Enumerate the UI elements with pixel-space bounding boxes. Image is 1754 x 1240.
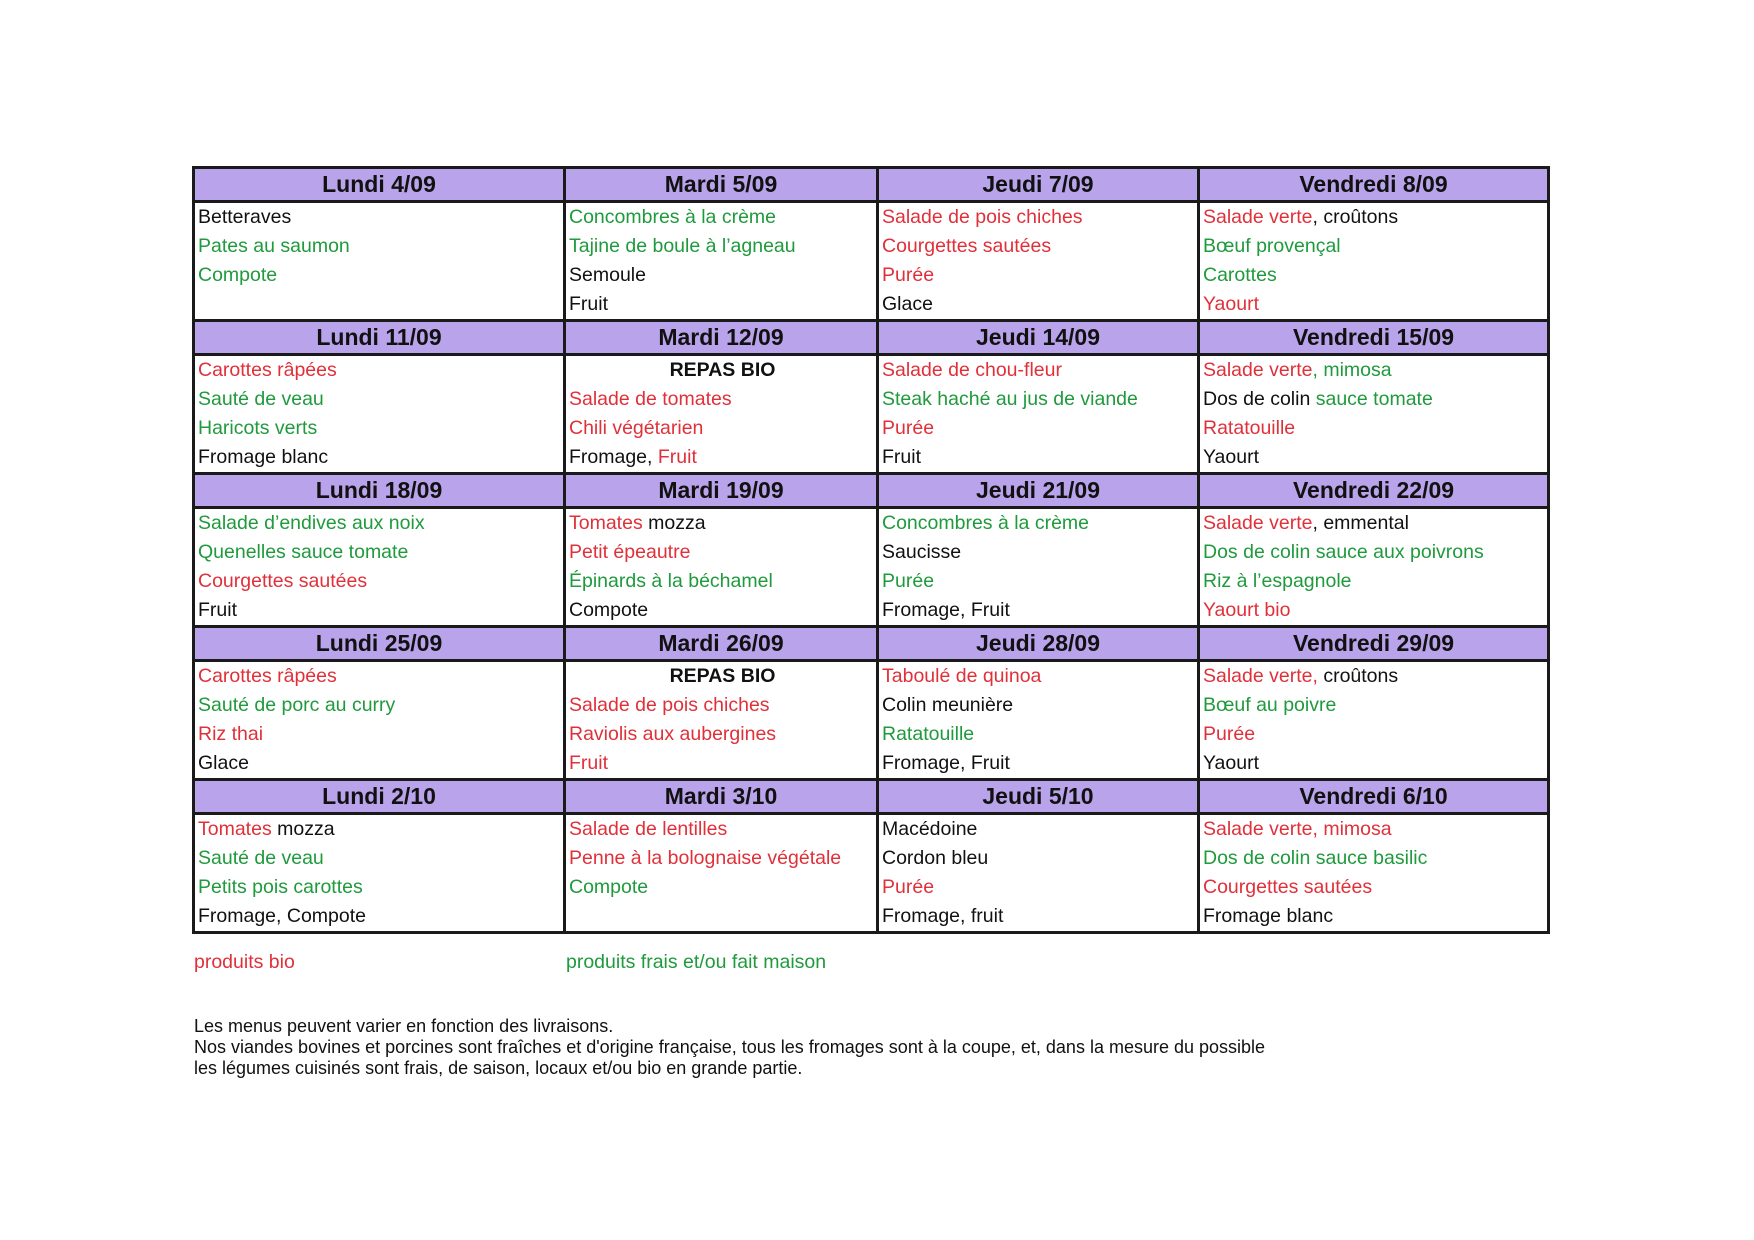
menu-item xyxy=(569,538,876,567)
menu-item-text: Fruit xyxy=(198,599,237,621)
legend-frais: produits frais et/ou fait maison xyxy=(566,951,827,973)
day-header: Vendredi 15/09 xyxy=(1199,321,1549,355)
menu-item-text: Fromage blanc xyxy=(1203,905,1334,927)
note-line: les légumes cuisinés sont frais, de saison, locaux et/ou bio en grande partie. xyxy=(194,1058,803,1078)
menu-item xyxy=(198,844,563,873)
menu-item-text: Fromage, xyxy=(569,446,658,468)
menu-item-text: Quenelles sauce tomate xyxy=(198,541,409,563)
day-menu xyxy=(878,355,1199,474)
menu-item-text: Courgettes sautées xyxy=(198,570,368,592)
menu-item xyxy=(882,232,1197,261)
day-header: Mardi 5/09 xyxy=(565,168,878,202)
menu-item xyxy=(882,815,1197,844)
menu-item-text: Yaourt xyxy=(1203,293,1260,315)
week-header-row xyxy=(194,627,1549,661)
day-menu xyxy=(565,508,878,627)
day-header: Lundi 25/09 xyxy=(194,627,565,661)
menu-item-text: Purée xyxy=(882,417,935,439)
menu-item-text: Haricots verts xyxy=(198,417,318,439)
menu-item xyxy=(198,538,563,567)
menu-item xyxy=(198,873,563,902)
menu-item-text: Saucisse xyxy=(882,541,962,563)
menu-item-text: Fromage blanc xyxy=(198,446,329,468)
menu-item xyxy=(198,414,563,443)
day-menu xyxy=(1199,355,1549,474)
menu-item xyxy=(882,749,1197,778)
week-header-row xyxy=(194,780,1549,814)
day-header: Vendredi 6/10 xyxy=(1199,780,1549,814)
menu-item-text: Purée xyxy=(882,264,935,286)
menu-item xyxy=(1203,749,1547,778)
menu-item-text: Petit épeautre xyxy=(569,541,691,563)
day-menu xyxy=(1199,814,1549,933)
menu-item-text: sauce tomate xyxy=(1315,388,1433,410)
day-header: Lundi 4/09 xyxy=(194,168,565,202)
menu-item xyxy=(198,567,563,596)
menu-item-text: Raviolis aux aubergines xyxy=(569,723,777,745)
day-menu xyxy=(565,661,878,780)
menu-item-text: Salade verte xyxy=(1203,359,1313,381)
menu-item xyxy=(1203,356,1547,385)
notes xyxy=(194,1016,1265,1079)
menu-item xyxy=(882,691,1197,720)
menu-item xyxy=(882,873,1197,902)
day-header: Mardi 19/09 xyxy=(565,474,878,508)
menu-item-text: Glace xyxy=(198,752,249,774)
menu-item-text: , mimosa xyxy=(1312,359,1392,381)
day-header: Mardi 3/10 xyxy=(565,780,878,814)
menu-item xyxy=(569,385,876,414)
menu-item xyxy=(569,567,876,596)
menu-item-text: Purée xyxy=(1203,723,1256,745)
day-menu xyxy=(194,355,565,474)
menu-item xyxy=(1203,385,1547,414)
menu-item xyxy=(1203,844,1547,873)
menu-item-text: Dos de colin xyxy=(1203,388,1316,410)
day-header: Jeudi 21/09 xyxy=(878,474,1199,508)
menu-item xyxy=(1203,902,1547,931)
menu-item-text: Pates au saumon xyxy=(198,235,350,257)
menu-item-text: Épinards à la béchamel xyxy=(569,570,773,592)
menu-item xyxy=(882,290,1197,319)
menu-item xyxy=(882,385,1197,414)
menu-table-body xyxy=(194,168,1549,933)
menu-item-text: Concombres à la crème xyxy=(569,206,776,228)
menu-item xyxy=(198,691,563,720)
menu-item-text: Carottes râpées xyxy=(198,359,337,381)
menu-item-text: mozza xyxy=(271,818,335,840)
menu-item-text: Salade verte, mimosa xyxy=(1203,818,1392,840)
menu-item-text: Salade de tomates xyxy=(569,388,732,410)
menu-item-text: Chili végétarien xyxy=(569,417,704,439)
menu-item xyxy=(569,356,876,385)
menu-item-text: Salade de lentilles xyxy=(569,818,728,840)
menu-item xyxy=(1203,414,1547,443)
menu-item xyxy=(569,873,876,902)
menu-item-text: Semoule xyxy=(569,264,646,286)
day-menu xyxy=(1199,508,1549,627)
menu-item xyxy=(882,902,1197,931)
menu-item xyxy=(198,203,563,232)
day-menu xyxy=(194,508,565,627)
week-menu-row xyxy=(194,508,1549,627)
menu-item xyxy=(569,290,876,319)
menu-item xyxy=(198,232,563,261)
day-header: Vendredi 8/09 xyxy=(1199,168,1549,202)
week-menu-row xyxy=(194,355,1549,474)
menu-item-text: Fromage, fruit xyxy=(882,905,1004,927)
day-menu xyxy=(878,202,1199,321)
menu-item-text: Ratatouille xyxy=(882,723,975,745)
menu-item-text: Colin meunière xyxy=(882,694,1014,716)
menu-item xyxy=(198,443,563,472)
menu-item-text: Steak haché au jus de viande xyxy=(882,388,1138,410)
week-menu-row xyxy=(194,661,1549,780)
menu-item-text: Tomates xyxy=(569,512,643,534)
menu-item-text: Fruit xyxy=(569,293,608,315)
menu-item-text: Fromage, Compote xyxy=(198,905,366,927)
menu-item-text: Cordon bleu xyxy=(882,847,989,869)
menu-item-text: Salade de pois chiches xyxy=(882,206,1083,228)
menu-item xyxy=(569,443,876,472)
menu-item-text: Tomates xyxy=(198,818,272,840)
menu-item-text: Dos de colin sauce aux poivrons xyxy=(1203,541,1484,563)
menu-item-text: Yaourt bio xyxy=(1203,599,1291,621)
menu-item xyxy=(569,203,876,232)
menu-item xyxy=(1203,662,1547,691)
menu-item xyxy=(198,385,563,414)
day-header: Lundi 11/09 xyxy=(194,321,565,355)
menu-item xyxy=(198,662,563,691)
day-menu xyxy=(565,202,878,321)
menu-item-text: Purée xyxy=(882,876,935,898)
day-menu xyxy=(1199,202,1549,321)
menu-item-text: Salade d’endives aux noix xyxy=(198,512,425,534)
menu-item xyxy=(569,844,876,873)
menu-item-text: Compote xyxy=(569,876,649,898)
menu-item xyxy=(1203,261,1547,290)
menu-item xyxy=(1203,873,1547,902)
day-menu xyxy=(565,355,878,474)
menu-item-text: , emmental xyxy=(1312,512,1409,534)
note-line: Les menus peuvent varier en fonction des livraisons. xyxy=(194,1016,614,1036)
menu-item-text: Glace xyxy=(882,293,933,315)
day-menu xyxy=(1199,661,1549,780)
menu-item xyxy=(198,815,563,844)
menu-item-text: Bœuf au poivre xyxy=(1203,694,1337,716)
menu-item xyxy=(198,902,563,931)
menu-item-text: Fromage, Fruit xyxy=(882,752,1010,774)
menu-item-text: Purée xyxy=(882,570,935,592)
menu-item xyxy=(882,356,1197,385)
menu-item-text: Carottes râpées xyxy=(198,665,337,687)
menu-item-text: Yaourt xyxy=(1203,752,1260,774)
menu-item-text: Sauté de veau xyxy=(198,388,324,410)
menu-item xyxy=(198,261,563,290)
day-header: Jeudi 5/10 xyxy=(878,780,1199,814)
menu-item-text: Sauté de porc au curry xyxy=(198,694,396,716)
day-header: Jeudi 14/09 xyxy=(878,321,1199,355)
menu-item-text: Courgettes sautées xyxy=(1203,876,1373,898)
menu-item xyxy=(198,749,563,778)
menu-item xyxy=(569,749,876,778)
menu-item xyxy=(569,509,876,538)
menu-item xyxy=(569,720,876,749)
menu-item xyxy=(1203,509,1547,538)
menu-item xyxy=(569,815,876,844)
menu-item-text: Petits pois carottes xyxy=(198,876,363,898)
day-header: Lundi 2/10 xyxy=(194,780,565,814)
menu-item xyxy=(882,538,1197,567)
day-menu xyxy=(565,814,878,933)
menu-item xyxy=(882,662,1197,691)
menu-item-text: croûtons xyxy=(1317,665,1399,687)
menu-item xyxy=(882,509,1197,538)
note-line: Nos viandes bovines et porcines sont fraîches et d'origine française, tous les fromages sont à la coupe, et, dans la mesure du possible xyxy=(194,1037,1266,1057)
menu-item xyxy=(882,596,1197,625)
menu-item xyxy=(882,844,1197,873)
menu-item xyxy=(882,261,1197,290)
menu-item xyxy=(198,509,563,538)
menu-item xyxy=(882,443,1197,472)
menu-item-text: Salade verte xyxy=(1203,512,1313,534)
menu-item-text: Tajine de boule à l’agneau xyxy=(569,235,796,257)
menu-item-text: Dos de colin sauce basilic xyxy=(1203,847,1428,869)
menu-item-text: Sauté de veau xyxy=(198,847,324,869)
menu-item xyxy=(882,720,1197,749)
menu-item-text: Salade verte, xyxy=(1203,665,1318,687)
menu-item-text: REPAS BIO xyxy=(669,359,776,381)
menu-table xyxy=(192,166,1550,934)
menu-item-text: Fruit xyxy=(569,752,608,774)
menu-item-text: Taboulé de quinoa xyxy=(882,665,1042,687)
week-menu-row xyxy=(194,202,1549,321)
menu-item-text: Macédoine xyxy=(882,818,978,840)
menu-item xyxy=(1203,720,1547,749)
menu-item xyxy=(1203,538,1547,567)
menu-item-text: Compote xyxy=(198,264,278,286)
menu-item-text: mozza xyxy=(642,512,706,534)
menu-item-text: Riz à l’espagnole xyxy=(1203,570,1352,592)
menu-item xyxy=(198,720,563,749)
menu-item xyxy=(1203,567,1547,596)
menu-item xyxy=(569,662,876,691)
menu-item xyxy=(1203,815,1547,844)
menu-item xyxy=(882,203,1197,232)
menu-item xyxy=(882,567,1197,596)
day-menu xyxy=(878,661,1199,780)
menu-item xyxy=(198,356,563,385)
menu-item-text: Fruit xyxy=(882,446,921,468)
menu-item-text: Riz thai xyxy=(198,723,264,745)
menu-item-text: Compote xyxy=(569,599,649,621)
week-header-row xyxy=(194,474,1549,508)
menu-item xyxy=(1203,232,1547,261)
menu-item-text: Betteraves xyxy=(198,206,292,228)
day-header: Vendredi 29/09 xyxy=(1199,627,1549,661)
menu-item-text: REPAS BIO xyxy=(669,665,776,687)
menu-item-text: Fruit xyxy=(657,446,697,468)
menu-item xyxy=(569,414,876,443)
menu-item xyxy=(882,414,1197,443)
menu-item-text: Carottes xyxy=(1203,264,1277,286)
day-header: Jeudi 7/09 xyxy=(878,168,1199,202)
menu-item xyxy=(1203,203,1547,232)
day-header: Vendredi 22/09 xyxy=(1199,474,1549,508)
menu-item-text: Ratatouille xyxy=(1203,417,1296,439)
week-header-row xyxy=(194,168,1549,202)
legend-bio: produits bio xyxy=(194,951,295,973)
menu-item xyxy=(569,596,876,625)
day-header: Mardi 26/09 xyxy=(565,627,878,661)
menu-item xyxy=(569,691,876,720)
menu-item xyxy=(1203,691,1547,720)
menu-item-text: Salade de pois chiches xyxy=(569,694,770,716)
menu-item xyxy=(569,261,876,290)
day-menu xyxy=(194,661,565,780)
menu-item-text: Yaourt xyxy=(1203,446,1260,468)
day-header: Jeudi 28/09 xyxy=(878,627,1199,661)
day-menu xyxy=(878,814,1199,933)
menu-item xyxy=(1203,596,1547,625)
menu-item xyxy=(1203,443,1547,472)
day-menu xyxy=(878,508,1199,627)
menu-item-text: Penne à la bolognaise végétale xyxy=(569,847,842,869)
menu-item-text: Concombres à la crème xyxy=(882,512,1089,534)
menu-item-text: Courgettes sautées xyxy=(882,235,1052,257)
day-header: Lundi 18/09 xyxy=(194,474,565,508)
menu-item xyxy=(1203,290,1547,319)
menu-item xyxy=(569,232,876,261)
week-header-row xyxy=(194,321,1549,355)
week-menu-row xyxy=(194,814,1549,933)
menu-item-text: Fromage, Fruit xyxy=(882,599,1010,621)
day-menu xyxy=(194,202,565,321)
day-header: Mardi 12/09 xyxy=(565,321,878,355)
menu-item-text: , croûtons xyxy=(1312,206,1399,228)
menu-item-text: Salade verte xyxy=(1203,206,1313,228)
day-menu xyxy=(194,814,565,933)
menu-item-text: Salade de chou-fleur xyxy=(882,359,1062,381)
menu-item-text: Bœuf provençal xyxy=(1203,235,1341,257)
menu-item xyxy=(198,596,563,625)
